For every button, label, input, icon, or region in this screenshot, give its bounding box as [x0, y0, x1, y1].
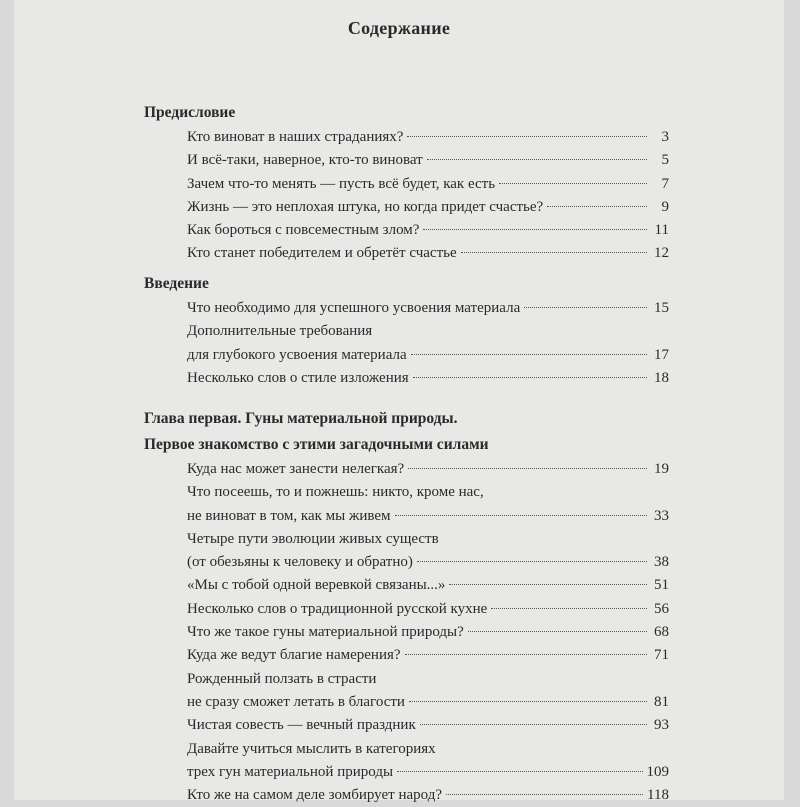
- toc-entry[interactable]: [187, 574, 669, 597]
- page-number: 68: [654, 624, 669, 641]
- toc-entry-text: не виноват в том, как мы живем: [187, 507, 391, 524]
- toc-entry-text: трех гун материальной природы: [187, 763, 394, 780]
- toc-entry-text: Рожденный ползать в страсти: [187, 670, 377, 687]
- toc-entry-text: Зачем что-то менять — пусть всё будет, как есть: [187, 175, 496, 192]
- page-number: 11: [654, 222, 669, 239]
- toc-entry-text: Что же такое гуны материальной природы?: [187, 624, 464, 641]
- toc-entry[interactable]: [187, 481, 669, 528]
- toc-entry-text: Несколько слов о традиционной русской кухне: [187, 600, 488, 617]
- section-title: Глава первая. Гуны материальной природы.: [144, 410, 458, 427]
- section-title: Предисловие: [144, 104, 236, 121]
- toc-entry-row: [187, 551, 669, 574]
- toc-entry-text: Четыре пути эволюции живых существ: [187, 530, 439, 547]
- book-page: [14, 0, 784, 804]
- dot-leader: [417, 561, 647, 562]
- toc-entry-text: Чистая совесть — вечный праздник: [187, 717, 416, 734]
- toc-entry-text: Давайте учиться мыслить в категориях: [187, 740, 436, 757]
- dot-leader: [461, 252, 647, 253]
- toc-entry[interactable]: [187, 738, 669, 785]
- toc-entry-text: Кто станет победителем и обретёт счастье: [187, 245, 457, 262]
- toc-entry[interactable]: [187, 196, 669, 219]
- dot-leader: [408, 468, 647, 469]
- toc-entry-text: Дополнительные требования: [187, 323, 373, 340]
- page-number: 17: [654, 346, 669, 363]
- page-number: 18: [654, 369, 669, 386]
- toc-entry-text: Что посеешь, то и пожнешь: никто, кроме нас,: [187, 484, 484, 501]
- page-number: 38: [654, 554, 669, 571]
- toc-entry[interactable]: [187, 621, 669, 644]
- toc-entry[interactable]: [187, 644, 669, 667]
- toc-entry-text: Несколько слов о стиле изложения: [187, 369, 409, 386]
- page-number: 71: [654, 647, 669, 664]
- section-introduction: [144, 271, 669, 390]
- toc-entry-row: [187, 505, 669, 528]
- toc-entry[interactable]: [187, 320, 669, 367]
- dot-leader: [468, 631, 647, 632]
- toc-entry-text: Кто виноват в наших страданиях?: [187, 129, 404, 145]
- toc-entry-row: [187, 714, 669, 737]
- toc-entry-row: [187, 126, 669, 149]
- toc-entry-row: [187, 691, 669, 714]
- page-number: 19: [654, 461, 669, 477]
- page-number: 81: [654, 693, 669, 710]
- toc-entry-row: [187, 219, 669, 242]
- section-title: Первое знакомство с этими загадочными силами: [144, 436, 489, 453]
- toc-entry[interactable]: [187, 297, 669, 320]
- page-number: 118: [647, 787, 669, 804]
- dot-leader: [423, 229, 647, 230]
- toc-entry-row: [187, 458, 669, 481]
- toc-entry-text: Куда нас может занести нелегкая?: [187, 461, 405, 477]
- toc-entry-row: [187, 297, 669, 320]
- toc-entry[interactable]: [187, 219, 669, 242]
- section-preface: [144, 100, 669, 266]
- page-number: 93: [654, 717, 669, 734]
- dot-leader: [420, 724, 647, 725]
- toc-entry-row: [187, 598, 669, 621]
- section-title: Введение: [144, 275, 209, 292]
- toc-entry[interactable]: [187, 126, 669, 149]
- toc-entry-text: Жизнь — это неплохая штука, но когда придет счастье?: [187, 198, 544, 215]
- toc-entry-text: (от обезьяны к человеку и обратно): [187, 554, 413, 571]
- page-number: 12: [654, 245, 669, 262]
- toc-entry-row: [187, 784, 669, 807]
- toc-entry[interactable]: [187, 367, 669, 390]
- page-number: 5: [661, 152, 669, 169]
- toc-entry-text: Что необходимо для успешного усвоения материала: [187, 300, 521, 316]
- dot-leader: [397, 771, 642, 772]
- dot-leader: [427, 159, 647, 160]
- toc-entry[interactable]: [187, 784, 669, 807]
- toc-entry-row: [187, 367, 669, 390]
- toc-entry-text: Куда же ведут благие намерения?: [187, 647, 401, 664]
- dot-leader: [446, 794, 643, 795]
- dot-leader: [491, 608, 647, 609]
- toc-entry-row: [187, 761, 669, 784]
- dot-leader: [547, 206, 647, 207]
- toc-entry-text: «Мы с тобой одной веревкой связаны...»: [187, 577, 446, 594]
- toc-entry-text: не сразу сможет летать в благости: [187, 693, 405, 710]
- dot-leader: [411, 354, 647, 355]
- toc-entry-text: Кто же на самом деле зомбирует народ?: [187, 787, 442, 804]
- toc-entry-row: [187, 149, 669, 172]
- page-number: 3: [661, 129, 669, 145]
- dot-leader: [449, 584, 647, 585]
- toc-entry[interactable]: [187, 668, 669, 715]
- dot-leader: [413, 377, 647, 378]
- section-chapter-one: [144, 406, 669, 807]
- dot-leader: [499, 183, 647, 184]
- toc-entry-row: [187, 344, 669, 367]
- page-number: 51: [654, 577, 669, 594]
- toc-entry[interactable]: [187, 242, 669, 265]
- toc-entry-text: И всё-таки, наверное, кто-то виноват: [187, 152, 423, 169]
- toc-entry[interactable]: [187, 528, 669, 575]
- toc-entry[interactable]: [187, 149, 669, 172]
- page-number: 33: [654, 507, 669, 524]
- toc-entry-row: [187, 644, 669, 667]
- toc-entry-row: [187, 242, 669, 265]
- toc-entry[interactable]: [187, 458, 669, 481]
- page-number: 7: [661, 175, 669, 192]
- toc-entry-row: [187, 196, 669, 219]
- dot-leader: [407, 136, 647, 137]
- dot-leader: [395, 515, 647, 516]
- toc-entry-row: [187, 621, 669, 644]
- toc-entry-row: [187, 574, 669, 597]
- toc-entry[interactable]: [187, 173, 669, 196]
- page-number: 56: [654, 600, 669, 617]
- toc-entry[interactable]: [187, 598, 669, 621]
- page-number: 9: [661, 198, 669, 215]
- toc-entry-row: [187, 173, 669, 196]
- page-number: 109: [646, 763, 669, 780]
- dot-leader: [405, 654, 647, 655]
- toc-entry[interactable]: [187, 714, 669, 737]
- page-title: Содержание: [347, 18, 451, 38]
- toc-entry-text: Как бороться с повсеместным злом?: [187, 222, 420, 239]
- dot-leader: [409, 701, 647, 702]
- page-number: 15: [654, 300, 669, 316]
- dot-leader: [524, 307, 647, 308]
- toc-entry-text: для глубокого усвоения материала: [187, 346, 407, 363]
